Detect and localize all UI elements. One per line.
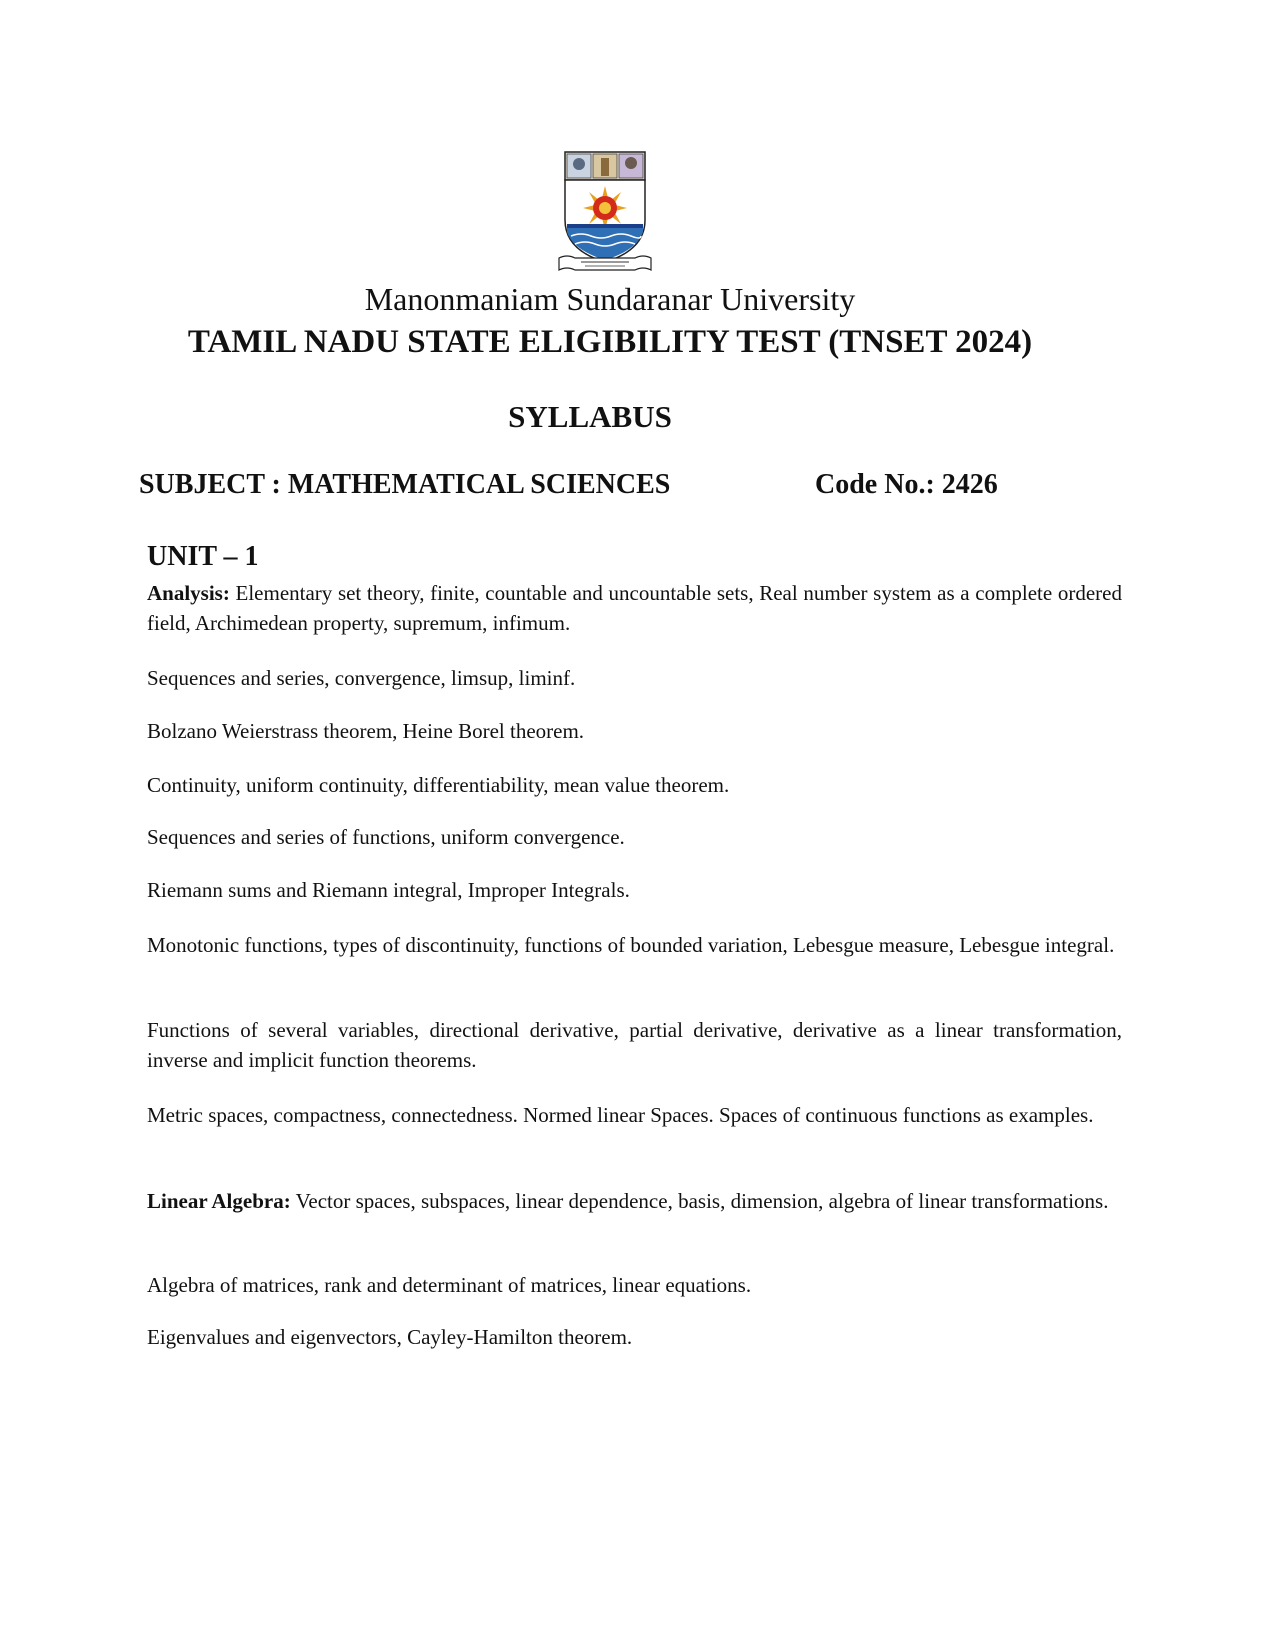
exam-title: TAMIL NADU STATE ELIGIBILITY TEST (TNSET 2024) [187,324,1033,360]
syllabus-paragraph [147,1270,1122,1300]
subject-label: SUBJECT : MATHEMATICAL SCIENCES [139,469,671,500]
syllabus-paragraph [147,822,1122,852]
paragraph-text: Metric spaces, compactness, connectedness. Normed linear Spaces. Spaces of continuous functions as examples. [147,1103,1094,1127]
paragraph-text: Bolzano Weierstrass theorem, Heine Borel theorem. [147,719,585,743]
syllabus-paragraph [147,1100,1122,1130]
university-crest-icon [557,150,667,275]
syllabus-paragraph [147,716,1122,746]
syllabus-paragraph [147,875,1122,905]
paragraph-text: Vector spaces, subspaces, linear dependence, basis, dimension, algebra of linear transformations. [290,1189,1109,1213]
university-name: Manonmaniam Sundaranar University [364,281,856,317]
syllabus-paragraph [147,578,1122,638]
syllabus-paragraph [147,663,1122,693]
syllabus-paragraph [147,1015,1122,1075]
unit-heading: UNIT – 1 [147,541,259,572]
syllabus-heading: SYLLABUS [508,399,672,434]
paragraph-text: Sequences and series, convergence, limsup, liminf. [147,666,576,690]
code-number: Code No.: 2426 [815,469,998,500]
syllabus-paragraph [147,1322,1122,1352]
paragraph-lead: Linear Algebra: [147,1189,291,1213]
syllabus-paragraph [147,1186,1122,1216]
syllabus-paragraph [147,930,1122,960]
paragraph-text: Elementary set theory, finite, countable and uncountable sets, Real number system as a complete ordered field, Archimedean property, supremum, infimum. [147,581,1122,635]
syllabus-paragraph [147,770,1122,800]
paragraph-lead: Analysis: [147,581,230,605]
paragraph-text: Sequences and series of functions, uniform convergence. [147,825,625,849]
paragraph-text: Functions of several variables, directional derivative, partial derivative, derivative as a linear transformation, inverse and implicit function theorems. [147,1018,1122,1072]
paragraph-text: Riemann sums and Riemann integral, Improper Integrals. [147,878,630,902]
paragraph-text: Eigenvalues and eigenvectors, Cayley-Hamilton theorem. [147,1325,633,1349]
paragraph-text: Monotonic functions, types of discontinuity, functions of bounded variation, Lebesgue measure, Lebesgue integral. [147,933,1115,957]
paragraph-text: Algebra of matrices, rank and determinant of matrices, linear equations. [147,1273,752,1297]
paragraph-text: Continuity, uniform continuity, differentiability, mean value theorem. [147,773,730,797]
